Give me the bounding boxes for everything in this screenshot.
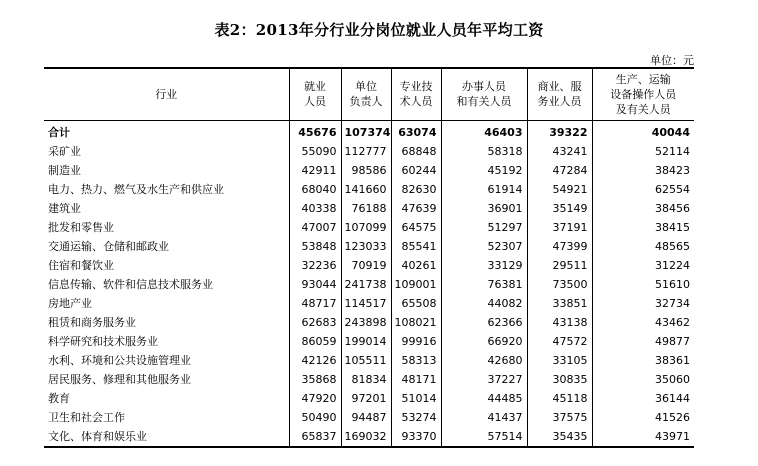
wage-cell: 108021 (391, 313, 441, 332)
table-row (44, 313, 694, 332)
wage-cell: 70919 (341, 256, 391, 275)
industry-cell: 教育 (44, 389, 289, 408)
wage-cell: 52307 (441, 237, 527, 256)
industry-cell: 科学研究和技术服务业 (44, 332, 289, 351)
wage-cell: 41437 (441, 408, 527, 427)
industry-cell: 房地产业 (44, 294, 289, 313)
industry-cell: 文化、体育和娱乐业 (44, 427, 289, 447)
wage-cell: 107099 (341, 218, 391, 237)
table-row (44, 427, 694, 447)
industry-cell: 租赁和商务服务业 (44, 313, 289, 332)
wage-cell: 241738 (341, 275, 391, 294)
wage-cell: 55090 (289, 142, 341, 161)
wage-cell: 36901 (441, 199, 527, 218)
table-title: 表2：2013年分行业分岗位就业人员年平均工资 (214, 21, 544, 39)
wage-cell: 47639 (391, 199, 441, 218)
industry-cell: 制造业 (44, 161, 289, 180)
header-unit-heads: 单位 负责人 (341, 68, 391, 120)
wage-cell: 43462 (655, 315, 690, 329)
header-professionals: 专业技 术人员 (391, 68, 441, 120)
wage-cell: 107374 (341, 120, 391, 142)
industry-cell: 信息传输、软件和信息技术服务业 (44, 275, 289, 294)
wage-cell: 68848 (391, 142, 441, 161)
industry-cell: 采矿业 (44, 142, 289, 161)
wage-cell: 43971 (592, 427, 694, 447)
wage-cell: 33851 (527, 294, 592, 313)
industry-cell: 水利、环境和公共设施管理业 (44, 351, 289, 370)
wage-cell: 65508 (391, 294, 441, 313)
wage-cell: 93044 (289, 275, 341, 294)
wage-cell: 51014 (391, 389, 441, 408)
wage-cell: 50490 (289, 408, 341, 427)
wage-cell: 43241 (527, 142, 592, 161)
table-row (44, 256, 694, 275)
industry-cell: 合计 (44, 120, 289, 142)
wage-cell: 35149 (527, 199, 592, 218)
wage-cell: 58313 (391, 351, 441, 370)
wage-cell: 35435 (527, 427, 592, 447)
wage-cell: 199014 (341, 332, 391, 351)
header-commerce-service: 商业、服 务业人员 (527, 68, 592, 120)
table-row-total (44, 120, 694, 142)
wage-cell: 42680 (441, 351, 527, 370)
wage-cell: 99916 (391, 332, 441, 351)
wage-cell: 37191 (527, 218, 592, 237)
industry-cell: 批发和零售业 (44, 218, 289, 237)
wage-cell: 36144 (655, 391, 690, 405)
wage-cell: 81834 (341, 370, 391, 389)
wage-cell: 243898 (341, 313, 391, 332)
wage-cell: 76188 (341, 199, 391, 218)
wage-cell: 33129 (441, 256, 527, 275)
header-industry: 行业 (44, 68, 289, 120)
table-row (44, 294, 694, 313)
industry-cell: 居民服务、修理和其他服务业 (44, 370, 289, 389)
wage-cell: 47284 (527, 161, 592, 180)
wage-cell: 85541 (391, 237, 441, 256)
wage-cell: 61914 (441, 180, 527, 199)
wage-cell: 35060 (655, 372, 690, 386)
wage-cell: 40044 (651, 125, 690, 139)
wage-cell: 58318 (441, 142, 527, 161)
table-row (44, 199, 694, 218)
wage-cell: 35868 (289, 370, 341, 389)
wage-cell: 68040 (289, 180, 341, 199)
wage-cell: 45118 (527, 389, 592, 408)
wage-cell: 51297 (441, 218, 527, 237)
wage-cell: 51610 (655, 277, 690, 291)
header-production-transport: 生产、运输 设备操作人员 及有关人员 (592, 68, 694, 120)
wage-cell: 29511 (527, 256, 592, 275)
wage-cell: 44485 (441, 389, 527, 408)
table-row (44, 275, 694, 294)
wage-cell: 44082 (441, 294, 527, 313)
wage-cell: 45676 (289, 120, 341, 142)
wage-cell: 97201 (341, 389, 391, 408)
header-row (44, 68, 694, 120)
wage-cell: 30835 (527, 370, 592, 389)
wage-table (44, 67, 694, 448)
wage-cell: 48171 (391, 370, 441, 389)
wage-cell: 60244 (391, 161, 441, 180)
wage-cell: 43138 (527, 313, 592, 332)
wage-cell: 32734 (655, 296, 690, 310)
wage-cell: 31224 (655, 258, 690, 272)
wage-cell: 93370 (391, 427, 441, 447)
wage-cell: 109001 (391, 275, 441, 294)
wage-cell: 54921 (527, 180, 592, 199)
wage-cell: 169032 (341, 427, 391, 447)
industry-cell: 电力、热力、燃气及水生产和供应业 (44, 180, 289, 199)
wage-cell: 57514 (441, 427, 527, 447)
wage-cell: 62683 (289, 313, 341, 332)
wage-cell: 105511 (341, 351, 391, 370)
table-row (44, 218, 694, 237)
table-row (44, 142, 694, 161)
wage-cell: 82630 (391, 180, 441, 199)
wage-cell: 98586 (341, 161, 391, 180)
table-row (44, 408, 694, 427)
table-row (44, 180, 694, 199)
wage-cell: 47920 (289, 389, 341, 408)
wage-cell: 76381 (441, 275, 527, 294)
wage-cell: 39322 (527, 120, 592, 142)
table-body (44, 120, 694, 447)
wage-cell: 86059 (289, 332, 341, 351)
wage-cell: 49877 (655, 334, 690, 348)
table-row (44, 389, 694, 408)
wage-cell: 42911 (289, 161, 341, 180)
wage-cell: 41526 (655, 410, 690, 424)
table-row (44, 237, 694, 256)
wage-cell: 53274 (391, 408, 441, 427)
header-clerical: 办事人员 和有关人员 (441, 68, 527, 120)
wage-cell: 52114 (655, 144, 690, 158)
wage-cell: 46403 (441, 120, 527, 142)
wage-cell: 62554 (655, 182, 690, 196)
wage-cell: 37575 (527, 408, 592, 427)
wage-cell: 66920 (441, 332, 527, 351)
table-row (44, 161, 694, 180)
table-header (44, 68, 694, 120)
wage-cell: 45192 (441, 161, 527, 180)
wage-cell: 62366 (441, 313, 527, 332)
table-row (44, 370, 694, 389)
wage-cell: 73500 (527, 275, 592, 294)
wage-cell: 47399 (527, 237, 592, 256)
wage-cell: 38361 (655, 353, 690, 367)
wage-cell: 63074 (391, 120, 441, 142)
wage-cell: 47007 (289, 218, 341, 237)
wage-cell: 37227 (441, 370, 527, 389)
wage-cell: 33105 (527, 351, 592, 370)
wage-cell: 38423 (655, 163, 690, 177)
unit-label: 单位：元 (650, 54, 694, 67)
wage-cell: 53848 (289, 237, 341, 256)
wage-cell: 40261 (391, 256, 441, 275)
wage-cell: 32236 (289, 256, 341, 275)
wage-cell: 48717 (289, 294, 341, 313)
wage-cell: 65837 (289, 427, 341, 447)
header-employed: 就业 人员 (289, 68, 341, 120)
wage-cell: 38456 (655, 201, 690, 215)
wage-cell: 48565 (655, 239, 690, 253)
table-row (44, 332, 694, 351)
wage-cell: 123033 (341, 237, 391, 256)
wage-cell: 141660 (341, 180, 391, 199)
table-row (44, 351, 694, 370)
wage-cell: 38415 (655, 220, 690, 234)
wage-cell: 114517 (341, 294, 391, 313)
industry-cell: 交通运输、仓储和邮政业 (44, 237, 289, 256)
wage-cell: 40338 (289, 199, 341, 218)
industry-cell: 住宿和餐饮业 (44, 256, 289, 275)
wage-cell: 64575 (391, 218, 441, 237)
industry-cell: 建筑业 (44, 199, 289, 218)
wage-cell: 112777 (341, 142, 391, 161)
wage-cell: 94487 (341, 408, 391, 427)
industry-cell: 卫生和社会工作 (44, 408, 289, 427)
wage-cell: 42126 (289, 351, 341, 370)
wage-cell: 47572 (527, 332, 592, 351)
